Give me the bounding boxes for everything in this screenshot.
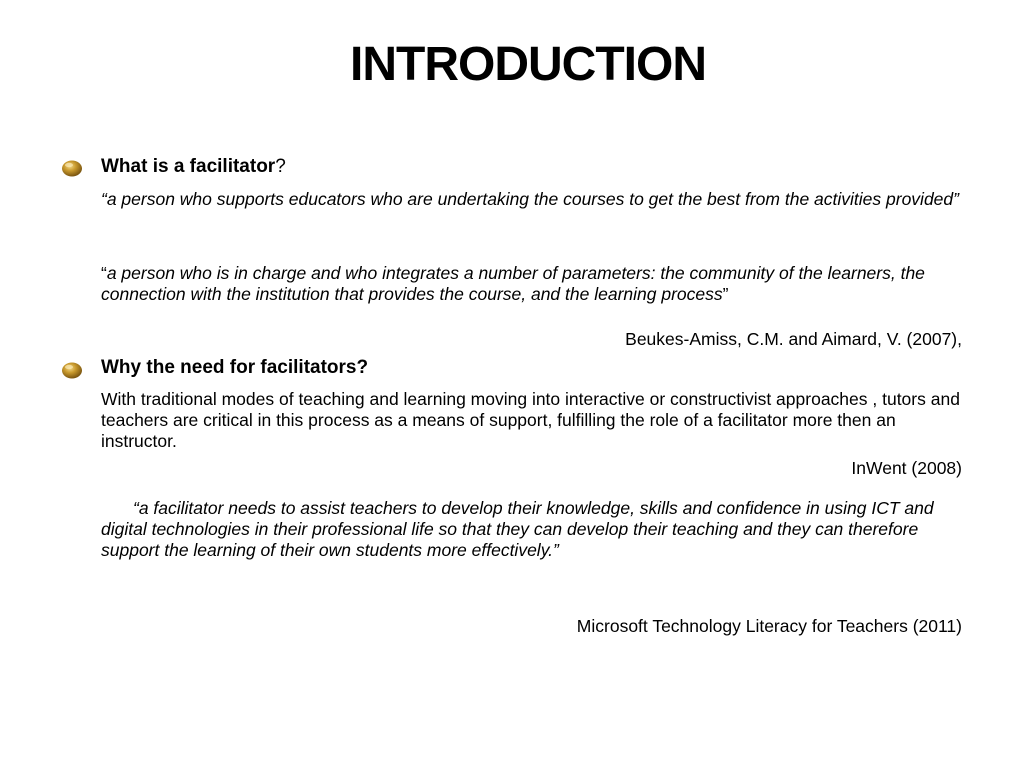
- microsoft-quote: “a facilitator needs to assist teachers to develop their knowledge, skills and confidence in using ICT and digital technologies in their professional life so that they can develop their teaching and they can therefore support the learning of their own students more effectively.”: [101, 498, 934, 560]
- definition-quote-2: [101, 263, 967, 305]
- heading-question-mark: ?: [275, 156, 286, 177]
- gold-sphere-bullet-icon: [61, 361, 83, 379]
- need-for-facilitators-heading: [101, 355, 368, 381]
- definition-quote-1: “a person who supports educators who are undertaking the courses to get the best from the activities provided”: [101, 189, 959, 209]
- slide-title: INTRODUCTION: [350, 38, 706, 91]
- quote-open-mark: “: [101, 263, 107, 283]
- heading-text: Why the need for facilitators?: [101, 357, 369, 378]
- citation-inwent: InWent (2008): [851, 458, 962, 478]
- facilitator-definition-heading: [101, 154, 286, 180]
- quote-close-mark: ”: [722, 284, 729, 304]
- citation-microsoft: Microsoft Technology Literacy for Teachers (2011): [576, 616, 962, 636]
- quote-text: a person who is in charge and who integrates a number of parameters: the community of the learners, the connection with the institution that provides the course, and the learning process: [101, 263, 925, 304]
- heading-text: What is a facilitator: [101, 156, 276, 177]
- need-body-text: With traditional modes of teaching and learning moving into interactive or constructivist approaches , tutors and teachers are critical in this process as a means of support, fulfilling the role of a facilitator more then an instructor.: [101, 389, 960, 451]
- citation-beukes-amiss: Beukes-Amiss, C.M. and Aimard, V. (2007),: [625, 329, 962, 349]
- gold-sphere-bullet-icon: [61, 159, 83, 177]
